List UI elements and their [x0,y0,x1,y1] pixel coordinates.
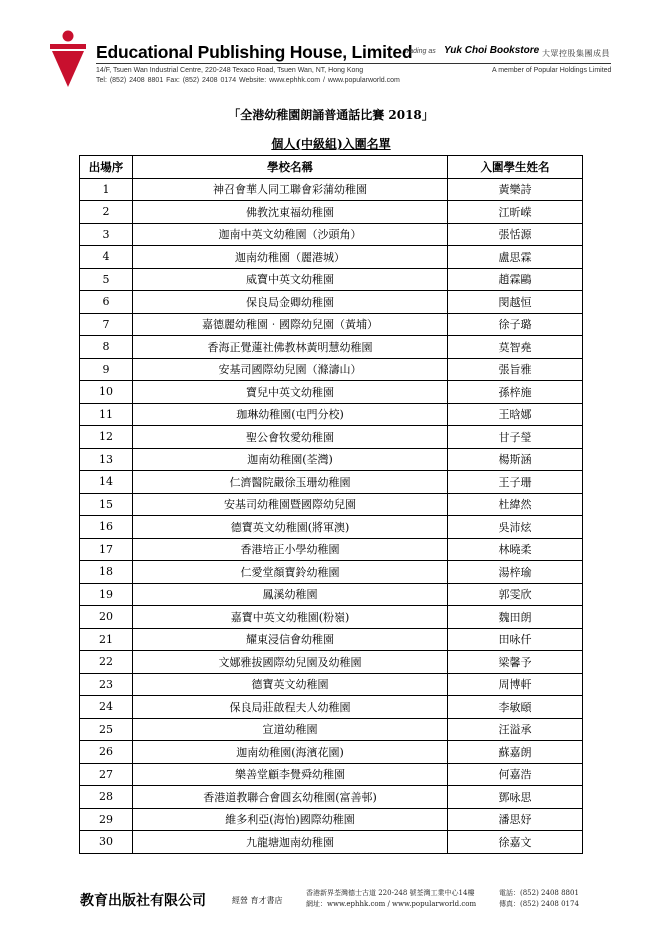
order-cell: 25 [80,718,133,741]
order-cell: 23 [80,673,133,696]
order-cell: 3 [80,223,133,246]
student-cell: 魏田朗 [448,606,583,629]
table-row [80,471,583,494]
school-cell: 迦南幼稚園(海濱花園) [133,741,448,764]
footer-company-cn: 教育出版社有限公司 [80,893,206,909]
table-row [80,223,583,246]
school-cell: 佛教沈東福幼稚園 [133,201,448,224]
student-cell: 潘思妤 [448,808,583,831]
order-cell: 10 [80,381,133,404]
school-cell: 仁愛堂顏寶鈴幼稚園 [133,561,448,584]
table-row [80,786,583,809]
footer-fax: 傳真：(852) 2408 0174 [499,900,579,908]
school-cell: 保良局金卿幼稚園 [133,291,448,314]
table-row [80,718,583,741]
student-cell: 郭雯欣 [448,583,583,606]
school-cell: 德寶英文幼稚園(將軍澳) [133,516,448,539]
order-cell: 13 [80,448,133,471]
order-cell: 6 [80,291,133,314]
table-row [80,426,583,449]
order-cell: 29 [80,808,133,831]
table-row [80,291,583,314]
school-cell: 威寶中英文幼稚園 [133,268,448,291]
order-cell: 11 [80,403,133,426]
table-row [80,178,583,201]
student-cell: 莫智堯 [448,336,583,359]
student-cell: 汪溢承 [448,718,583,741]
order-cell: 9 [80,358,133,381]
order-cell: 22 [80,651,133,674]
student-cell: 鄧咏思 [448,786,583,809]
student-cell: 張旨雅 [448,358,583,381]
order-cell: 14 [80,471,133,494]
school-cell: 嘉寶中英文幼稚園(粉嶺) [133,606,448,629]
header-order: 出場序 [80,156,133,179]
school-cell: 香海正覺蓮社佛教林黃明慧幼稚園 [133,336,448,359]
table-row [80,651,583,674]
student-cell: 閔越恒 [448,291,583,314]
table-row [80,246,583,269]
student-cell: 王子珊 [448,471,583,494]
group-member-cn: 大眾控股集團成員 [542,49,610,58]
footer-address-cn: 香港新界荃灣德士古道 220-248 號荃灣工業中心14樓 [306,889,475,897]
school-cell: 安基司國際幼兒園（滌濤山） [133,358,448,381]
order-cell: 2 [80,201,133,224]
school-cell: 香港道教聯合會圓玄幼稚園(富善邨) [133,786,448,809]
order-cell: 27 [80,763,133,786]
student-cell: 田咏仟 [448,628,583,651]
table-row [80,493,583,516]
table-row [80,831,583,854]
student-cell: 梁馨予 [448,651,583,674]
header-divider [96,63,611,64]
student-cell: 趙霖鷗 [448,268,583,291]
table-row [80,336,583,359]
trading-as-label: trading as [405,48,436,55]
table-row [80,403,583,426]
school-cell: 寶兒中英文幼稚園 [133,381,448,404]
student-cell: 甘子瑩 [448,426,583,449]
header-school: 學校名稱 [133,156,448,179]
table-row [80,381,583,404]
order-cell: 1 [80,178,133,201]
order-cell: 18 [80,561,133,584]
order-cell: 30 [80,831,133,854]
school-cell: 安基司幼稚園暨國際幼兒園 [133,493,448,516]
bookstore-name: Yuk Choi Bookstore [444,45,540,56]
table-row [80,516,583,539]
footer-telephone: 電話：(852) 2408 8801 [499,889,579,897]
order-cell: 4 [80,246,133,269]
school-cell: 文娜雅拔國際幼兒園及幼稚園 [133,651,448,674]
student-cell: 李敏頤 [448,696,583,719]
order-cell: 15 [80,493,133,516]
school-cell: 保良局莊啟程夫人幼稚園 [133,696,448,719]
order-cell: 21 [80,628,133,651]
school-cell: 宣道幼稚園 [133,718,448,741]
student-cell: 周博軒 [448,673,583,696]
order-cell: 20 [80,606,133,629]
order-cell: 7 [80,313,133,336]
student-cell: 何嘉浩 [448,763,583,786]
school-cell: 迦南幼稚園(荃灣) [133,448,448,471]
student-cell: 林曉柔 [448,538,583,561]
letter-footer [0,880,662,936]
school-cell: 迦南中英文幼稚園（沙頭角） [133,223,448,246]
company-address: 14/F, Tsuen Wan Industrial Centre, 220-248 Texaco Road, Tsuen Wan, NT, Hong Kong [96,67,364,74]
group-member-en: A member of Popular Holdings Limited [492,67,612,74]
letterhead [0,0,662,100]
student-cell: 湯梓瑜 [448,561,583,584]
school-cell: 耀東浸信會幼稚園 [133,628,448,651]
student-cell: 黃樂詩 [448,178,583,201]
student-cell: 吳沛炫 [448,516,583,539]
table-row [80,808,583,831]
order-cell: 5 [80,268,133,291]
school-cell: 德寶英文幼稚園 [133,673,448,696]
table-row [80,448,583,471]
school-cell: 神召會華人同工聯會彩蒲幼稚園 [133,178,448,201]
table-row [80,538,583,561]
student-cell: 徐嘉文 [448,831,583,854]
table-row [80,313,583,336]
table-row [80,763,583,786]
table-row [80,268,583,291]
student-cell: 盧思霖 [448,246,583,269]
order-cell: 12 [80,426,133,449]
table-row [80,561,583,584]
school-cell: 嘉德麗幼稚園‧國際幼兒園（黃埔） [133,313,448,336]
student-cell: 蘇嘉朗 [448,741,583,764]
order-cell: 24 [80,696,133,719]
table-row [80,696,583,719]
table-row [80,673,583,696]
footer-website: 網址：www.ephhk.com / www.popularworld.com [306,900,477,908]
school-cell: 維多利亞(海怡)國際幼稚園 [133,808,448,831]
student-cell: 楊斯涵 [448,448,583,471]
student-cell: 徐子璐 [448,313,583,336]
document-title: 「全港幼稚園朗誦普通話比賽 2018」 [228,108,434,122]
school-cell: 鳳溪幼稚園 [133,583,448,606]
order-cell: 16 [80,516,133,539]
school-cell: 仁濟醫院嚴徐玉珊幼稚園 [133,471,448,494]
document-subtitle: 個人(中級組)入圍名單 [271,137,391,151]
school-cell: 珈琳幼稚園(屯門分校) [133,403,448,426]
student-cell: 王晗娜 [448,403,583,426]
student-cell: 杜緯然 [448,493,583,516]
student-cell: 張恬源 [448,223,583,246]
company-logo-icon [50,30,86,88]
student-cell: 江昕嵘 [448,201,583,224]
table-row [80,358,583,381]
table-row [80,628,583,651]
order-cell: 26 [80,741,133,764]
student-cell: 孫梓施 [448,381,583,404]
order-cell: 8 [80,336,133,359]
table-header-row [80,156,583,179]
finalist-table [79,155,583,854]
school-cell: 九龍塘迦南幼稚園 [133,831,448,854]
order-cell: 28 [80,786,133,809]
table-row [80,583,583,606]
school-cell: 樂善堂顧李覺舜幼稚園 [133,763,448,786]
footer-brand-cn: 經營 育才書店 [232,896,283,905]
school-cell: 聖公會牧愛幼稚園 [133,426,448,449]
school-cell: 迦南幼稚園（麗港城） [133,246,448,269]
company-name: Educational Publishing House, Limited [96,42,413,62]
table-row [80,741,583,764]
order-cell: 17 [80,538,133,561]
order-cell: 19 [80,583,133,606]
school-cell: 香港培正小學幼稚園 [133,538,448,561]
company-contact: Tel: (852) 2408 8801 Fax: (852) 2408 0174 Website: www.ephhk.com / www.popularworld.com [96,77,400,84]
table-row [80,201,583,224]
header-student: 入圍學生姓名 [448,156,583,179]
table-row [80,606,583,629]
